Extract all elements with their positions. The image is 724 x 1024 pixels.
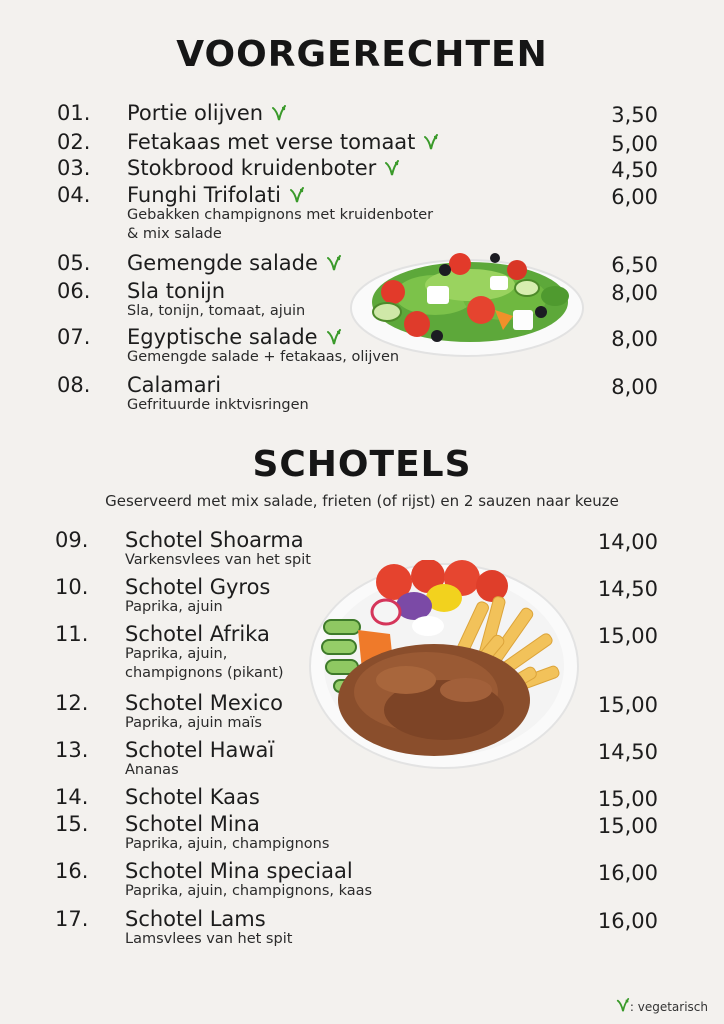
voorgerechten-title: VOORGERECHTEN	[176, 34, 548, 75]
menu-item-name-wrap	[127, 278, 225, 304]
menu-item-name-wrap	[127, 324, 342, 350]
menu-item-price: 15,00	[597, 787, 658, 811]
menu-item-name: Egyptische salade	[127, 325, 318, 349]
menu-item-price: 14,50	[597, 740, 658, 764]
menu-item-number: 08.	[57, 373, 91, 397]
menu-item-price: 8,00	[611, 281, 658, 305]
schotels-title: SCHOTELS	[252, 444, 472, 485]
menu-item-description: Gebakken champignons met kruidenboter	[127, 207, 434, 223]
salad-image	[345, 240, 585, 362]
menu-item-name: Sla tonijn	[127, 279, 226, 303]
menu-item-number: 17.	[55, 907, 89, 931]
vegetarian-leaf-icon	[384, 160, 400, 176]
menu-item-description: Varkensvlees van het spit	[125, 552, 311, 568]
menu-item-name: Schotel Lams	[125, 907, 266, 931]
menu-item-price: 14,00	[597, 530, 658, 554]
menu-item-name: Funghi Trifolati	[127, 183, 281, 207]
platter-image	[306, 560, 582, 774]
menu-item-price: 15,00	[597, 624, 658, 648]
menu-item-price: 15,00	[597, 814, 658, 838]
menu-item-name: Gemengde salade	[127, 251, 318, 275]
vegetarian-leaf-icon	[271, 105, 287, 121]
menu-item-name-wrap	[127, 182, 305, 208]
menu-item-name-wrap	[125, 906, 266, 932]
menu-item-description: Paprika, ajuin	[125, 599, 223, 615]
menu-item-number: 01.	[57, 101, 91, 125]
vegetarian-legend	[616, 998, 708, 1014]
menu-item-name-wrap	[125, 690, 283, 716]
menu-item-name-wrap	[125, 858, 353, 884]
vegetarian-leaf-icon	[423, 134, 439, 150]
menu-item-price: 16,00	[597, 909, 658, 933]
menu-item-name-wrap	[127, 129, 439, 155]
menu-item-name: Portie olijven	[127, 101, 264, 125]
menu-item-number: 05.	[57, 251, 91, 275]
menu-item-price: 8,00	[611, 375, 658, 399]
menu-item-description: Lamsvlees van het spit	[125, 931, 293, 947]
vegetarian-legend-label: : vegetarisch	[629, 1000, 708, 1014]
menu-item-price: 15,00	[597, 693, 658, 717]
menu-item-name-wrap	[125, 621, 270, 647]
menu-item-number: 09.	[55, 528, 89, 552]
menu-item-name-wrap	[125, 574, 270, 600]
menu-item-name-wrap	[127, 100, 287, 126]
menu-item-price: 6,00	[611, 185, 658, 209]
menu-item-name: Schotel Hawaï	[125, 738, 275, 762]
menu-item-number: 07.	[57, 325, 91, 349]
menu-item-description: Sla, tonijn, tomaat, ajuin	[127, 303, 306, 319]
menu-item-price: 14,50	[597, 577, 658, 601]
menu-item-price: 5,00	[611, 132, 658, 156]
vegetarian-leaf-icon	[289, 187, 305, 203]
menu-item-price: 3,50	[611, 103, 658, 127]
menu-item-number: 11.	[55, 622, 89, 646]
menu-item-name-wrap	[125, 811, 260, 837]
menu-item-description: Paprika, ajuin, champignons, kaas	[125, 883, 373, 899]
menu-item-price: 16,00	[597, 861, 658, 885]
menu-item-description: Paprika, ajuin maïs	[125, 715, 262, 731]
menu-item-name-wrap	[127, 250, 342, 276]
menu-item-number: 03.	[57, 156, 91, 180]
menu-item-name: Schotel Mexico	[125, 691, 284, 715]
vegetarian-leaf-icon	[326, 329, 342, 345]
schotels-subtitle: Geserveerd met mix salade, frieten (of rijst) en 2 sauzen naar keuze	[105, 492, 619, 510]
menu-item-name-wrap	[125, 737, 274, 763]
menu-item-description: Paprika, ajuin,	[125, 646, 228, 662]
menu-item-number: 04.	[57, 183, 91, 207]
menu-item-number: 02.	[57, 130, 91, 154]
menu-item-number: 12.	[55, 691, 89, 715]
menu-item-price: 8,00	[611, 327, 658, 351]
menu-item-number: 15.	[55, 812, 89, 836]
menu-item-number: 10.	[55, 575, 89, 599]
menu-item-name: Schotel Shoarma	[125, 528, 304, 552]
menu-item-name-wrap	[125, 784, 260, 810]
menu-item-description: champignons (pikant)	[125, 665, 284, 681]
menu-item-name-wrap	[127, 372, 221, 398]
menu-item-name-wrap	[125, 527, 304, 553]
menu-item-description: Gemengde salade + fetakaas, olijven	[127, 349, 400, 365]
menu-item-description: Ananas	[125, 762, 179, 778]
menu-item-price: 6,50	[611, 253, 658, 277]
menu-item-name: Calamari	[127, 373, 222, 397]
menu-item-name: Schotel Kaas	[125, 785, 260, 809]
menu-item-number: 14.	[55, 785, 89, 809]
vegetarian-leaf-icon	[616, 998, 630, 1012]
menu-item-name: Schotel Gyros	[125, 575, 271, 599]
menu-item-name: Stokbrood kruidenboter	[127, 156, 377, 180]
menu-item-number: 06.	[57, 279, 91, 303]
menu-item-number: 13.	[55, 738, 89, 762]
menu-item-name: Schotel Mina speciaal	[125, 859, 353, 883]
menu-item-name-wrap	[127, 155, 400, 181]
menu-item-name: Schotel Afrika	[125, 622, 270, 646]
menu-item-name: Schotel Mina	[125, 812, 260, 836]
menu-item-description: Paprika, ajuin, champignons	[125, 836, 330, 852]
menu-item-description: Gefrituurde inktvisringen	[127, 397, 309, 413]
menu-item-number: 16.	[55, 859, 89, 883]
menu-item-name: Fetakaas met verse tomaat	[127, 130, 416, 154]
menu-item-price: 4,50	[611, 158, 658, 182]
menu-item-description: & mix salade	[127, 226, 222, 242]
vegetarian-leaf-icon	[326, 255, 342, 271]
